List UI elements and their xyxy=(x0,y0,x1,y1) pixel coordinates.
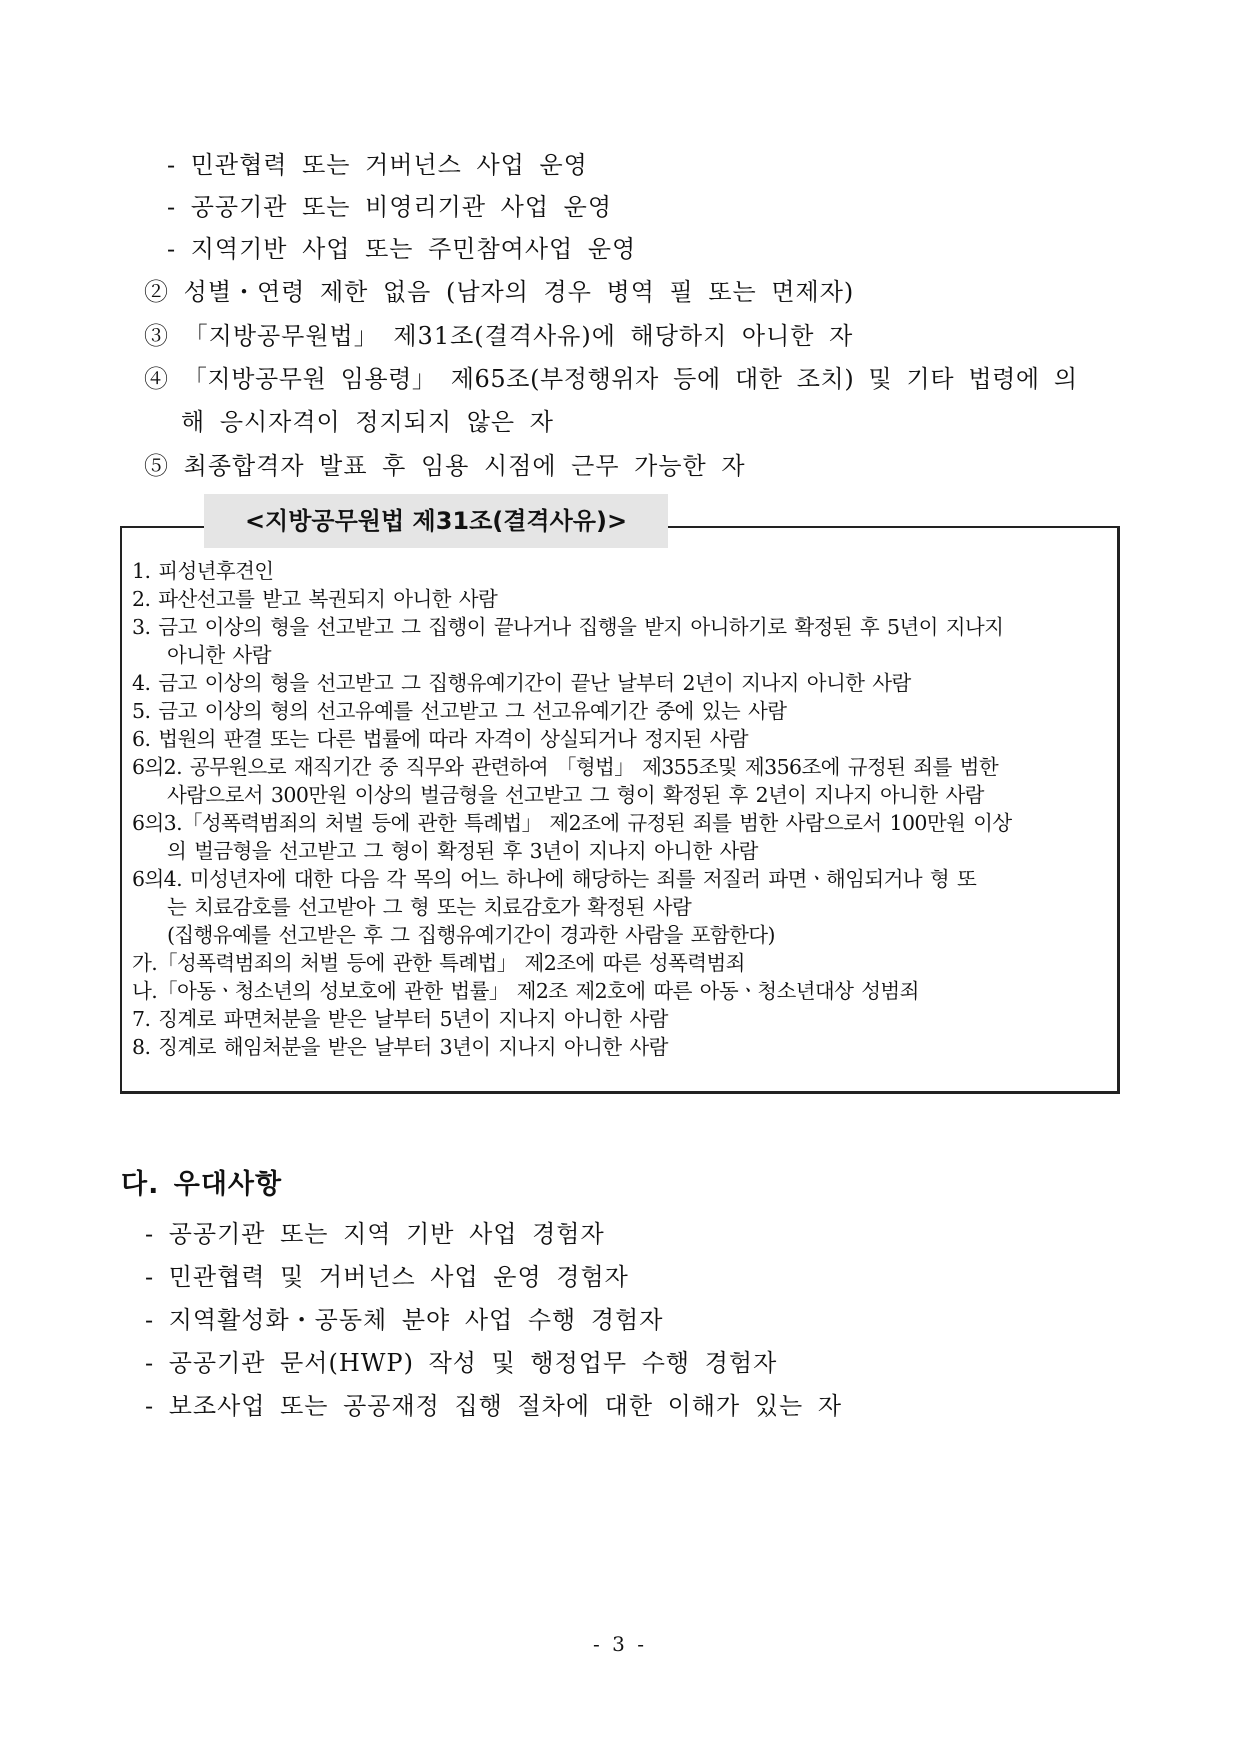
preference-item-4: - 공공기관 문서(HWP) 작성 및 행정업무 수행 경험자 xyxy=(145,1349,778,1377)
law-list-item-continued: 아니한 사람 xyxy=(167,643,271,667)
law-list-item: 6. 법원의 판결 또는 다른 법률에 따라 자격이 상실되거나 정지된 사람 xyxy=(132,727,749,751)
law-list-item: 5. 금고 이상의 형의 선고유예를 선고받고 그 선고유예기간 중에 있는 사람 xyxy=(132,699,787,723)
top-list-item-3: - 지역기반 사업 또는 주민참여사업 운영 xyxy=(167,235,637,263)
law-list-item: 4. 금고 이상의 형을 선고받고 그 집행유예기간이 끝난 날부터 2년이 지나지 아니한 사람 xyxy=(132,671,911,695)
law-list-item-continued: 는 치료감호를 선고받아 그 형 또는 치료감호가 확정된 사람 xyxy=(167,895,692,919)
law-article-list xyxy=(132,557,1120,1061)
law-list-item-continued: 의 벌금형을 선고받고 그 형이 확정된 후 3년이 지나지 아니한 사람 xyxy=(167,839,758,863)
law-list-item: 7. 징계로 파면처분을 받은 날부터 5년이 지나지 아니한 사람 xyxy=(132,1007,668,1031)
law-list-item-continued: 사람으로서 300만원 이상의 벌금형을 선고받고 그 형이 확정된 후 2년이 지나지 아니한 사람 xyxy=(167,783,984,807)
page-number: - 3 - xyxy=(593,1632,647,1656)
qualification-item-3: ③ 「지방공무원법」 제31조(결격사유)에 해당하지 아니한 자 xyxy=(144,322,854,350)
law-list-item: 6의2. 공무원으로 재직기간 중 직무와 관련하여 「형법」 제355조및 제356조에 규정된 죄를 범한 xyxy=(132,755,999,779)
law-list-item: 6의4. 미성년자에 대한 다음 각 목의 어느 하나에 해당하는 죄를 저질러 파면ㆍ해임되거나 형 또 xyxy=(132,867,977,891)
qualification-item-4-continued: 해 응시자격이 정지되지 않은 자 xyxy=(181,408,554,436)
preference-item-3: - 지역활성화・공동체 분야 사업 수행 경험자 xyxy=(145,1306,664,1334)
preference-item-5: - 보조사업 또는 공공재정 집행 절차에 대한 이해가 있는 자 xyxy=(145,1392,842,1420)
top-list-item-2: - 공공기관 또는 비영리기관 사업 운영 xyxy=(167,193,613,221)
law-list-item: 가.「성폭력범죄의 처벌 등에 관한 특례법」 제2조에 따른 성폭력범죄 xyxy=(132,951,745,975)
law-list-item: 3. 금고 이상의 형을 선고받고 그 집행이 끝나거나 집행을 받지 아니하기로 확정된 후 5년이 지나지 xyxy=(132,615,1004,639)
preference-item-1: - 공공기관 또는 지역 기반 사업 경험자 xyxy=(145,1220,605,1248)
preference-item-2: - 민관협력 및 거버넌스 사업 운영 경험자 xyxy=(145,1263,629,1291)
top-list-item-1: - 민관협력 또는 거버넌스 사업 운영 xyxy=(167,151,588,179)
law-list-item-continued: (집행유예를 선고받은 후 그 집행유예기간이 경과한 사람을 포함한다) xyxy=(167,923,775,947)
law-list-item: 1. 피성년후견인 xyxy=(132,559,274,583)
law-list-item: 8. 징계로 해임처분을 받은 날부터 3년이 지나지 아니한 사람 xyxy=(132,1035,668,1059)
law-list-item: 6의3.「성폭력범죄의 처벌 등에 관한 특례법」 제2조에 규정된 죄를 범한 사람으로서 100만원 이상 xyxy=(132,811,1012,835)
qualification-item-4: ④ 「지방공무원 임용령」 제65조(부정행위자 등에 대한 조치) 및 기타 법령에 의 xyxy=(144,365,1078,393)
section-title-preferences: 다. 우대사항 xyxy=(121,1169,283,1200)
law-list-item: 2. 파산선고를 받고 복권되지 아니한 사람 xyxy=(132,587,498,611)
qualification-item-5: ⑤ 최종합격자 발표 후 임용 시점에 근무 가능한 자 xyxy=(144,452,746,480)
law-box-title: <지방공무원법 제31조(결격사유)> xyxy=(204,494,668,548)
law-list-item: 나.「아동ㆍ청소년의 성보호에 관한 법률」 제2조 제2호에 따른 아동ㆍ청소년대상 성범죄 xyxy=(132,979,919,1003)
qualification-item-2: ② 성별・연령 제한 없음 (남자의 경우 병역 필 또는 면제자) xyxy=(144,278,855,306)
